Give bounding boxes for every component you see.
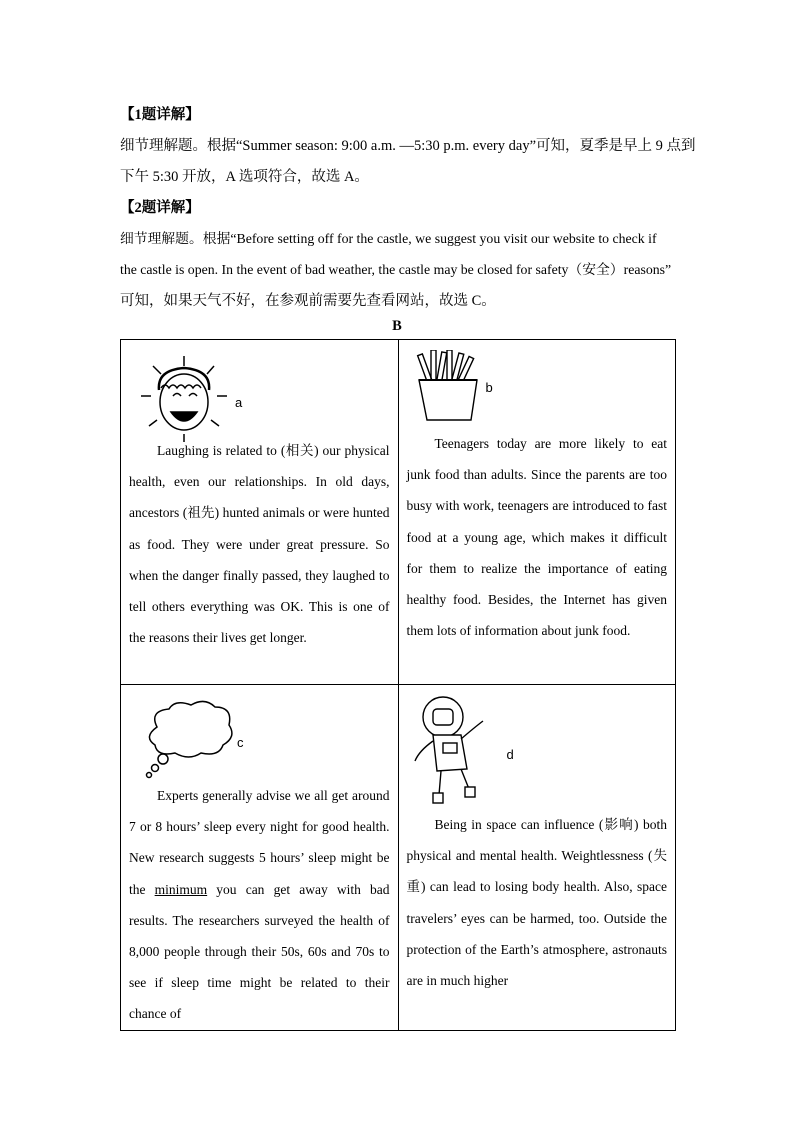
label-c: c xyxy=(237,735,244,750)
q1-explanation-line-1: 细节理解题。根据“Summer season: 9:00 a.m. —5:30 p.m. every day”可知，夏季是早上 9 点到 xyxy=(120,138,696,154)
label-b: b xyxy=(485,380,493,395)
section-title: B xyxy=(392,318,402,334)
q2-explanation-line-2: the castle is open. In the event of bad weather, the castle may be closed for safety（安全）reasons” xyxy=(120,262,672,277)
passage-table xyxy=(120,339,676,1031)
paragraph-c-text-1: Experts generally advise we all get around 7 or 8 hours’ sleep every night for good health. New research suggests 5 hours’ sleep might be the xyxy=(129,788,390,897)
cell-c xyxy=(121,685,399,1031)
q1-explanation-line-2: 下午 5:30 开放，A 选项符合，故选 A。 xyxy=(120,169,369,185)
laughing-face-icon xyxy=(139,354,229,444)
underlined-word: minimum xyxy=(154,881,208,897)
cell-a xyxy=(121,340,399,685)
illustration-d xyxy=(407,685,668,809)
paragraph-d-text: Being in space can influence (影响) both physical and mental health. Weightlessness (失重) can lead to losing body health. Also, space travelers’ eyes can be harmed, too. Outside the protection of the Earth’s atmosphere, astronauts are in much higher xyxy=(406,817,667,989)
illustration-b xyxy=(407,340,668,428)
thought-cloud-icon xyxy=(139,697,239,779)
label-d: d xyxy=(506,747,514,762)
paragraph-b-text: Teenagers today are more likely to eat junk food than adults. Since the parents are too busy with work, teenagers are introduced to fast food at a young age, which makes it difficult for them to realize the importance of eating healthy food. Besides, the Internet has given them lots of information about junk food. xyxy=(406,436,667,639)
french-fries-icon xyxy=(413,350,483,422)
q1-heading: 【1题详解】 xyxy=(120,107,200,123)
illustration-c xyxy=(129,685,390,780)
paragraph-c xyxy=(129,780,390,1030)
paragraph-c-text-2: you can get away with bad results. The researchers surveyed the health of 8,000 people through their 50s, 60s and 70s to see if sleep time might be related to their chance of xyxy=(129,881,390,1022)
illustration-a xyxy=(129,340,390,435)
label-a: a xyxy=(235,395,243,410)
paragraph-b xyxy=(407,428,668,646)
cell-d xyxy=(398,685,676,1031)
cell-b xyxy=(398,340,676,685)
paragraph-d xyxy=(407,809,668,996)
astronaut-icon xyxy=(413,691,493,811)
paragraph-a-text: Laughing is related to (相关) our physical health, even our relationships. In old days, ancestors (祖先) hunted animals or were hunted as food. They were under great pressure. So when the danger finally passed, they laughed to tell others everything was OK. This is one of the reasons their lives get longer. xyxy=(129,443,390,646)
q2-explanation-line-3: 可知，如果天气不好，在参观前需要先查看网站，故选 C。 xyxy=(120,293,496,309)
q2-heading: 【2题详解】 xyxy=(120,200,200,216)
paragraph-a xyxy=(129,435,390,653)
q2-explanation-line-1: 细节理解题。根据“Before setting off for the castle, we suggest you visit our website to check if xyxy=(120,231,657,246)
